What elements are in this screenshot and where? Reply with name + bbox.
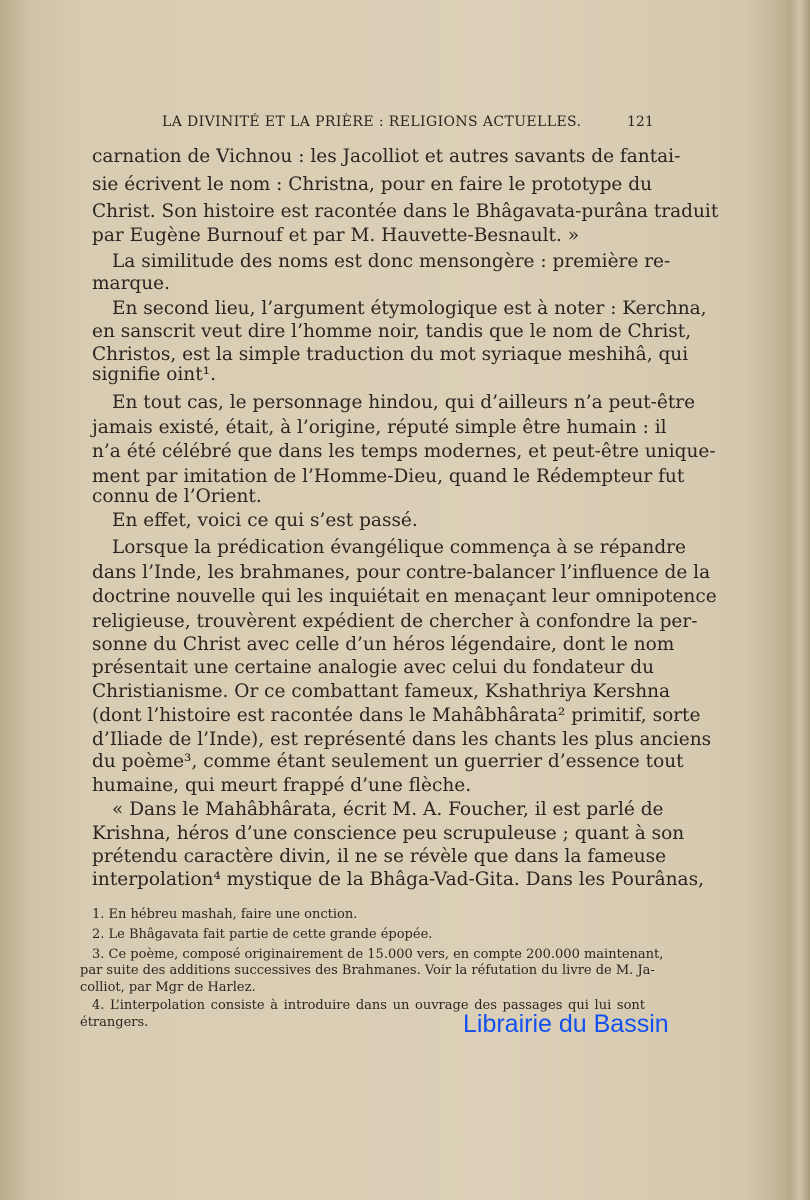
text-line: Krishna, héros d’une conscience peu scrupuleuse ; quant à son	[92, 823, 685, 844]
text-line: dans l’Inde, les brahmanes, pour contre-balancer l’influence de la	[92, 562, 711, 583]
text-line: ment par imitation de l’Homme-Dieu, quand le Rédempteur fut	[92, 466, 685, 487]
footnote-4: 4. L’interpolation consiste à introduire dans un ouvrage des passages qui lui sont	[92, 998, 645, 1013]
text-line: interpolation⁴ mystique de la Bhâga-Vad-Gita. Dans les Pourânas,	[92, 869, 704, 890]
text-line: par Eugène Burnouf et par M. Hauvette-Besnault. »	[92, 225, 580, 246]
text-line: marque.	[92, 273, 171, 294]
text-line: Christos, est la simple traduction du mot syriaque meshihâ, qui	[92, 344, 689, 365]
footnote-3-cont: colliot, par Mgr de Harlez.	[80, 980, 256, 995]
text-line: Lorsque la prédication évangélique commença à se répandre	[112, 537, 686, 558]
text-line: signifie oint¹.	[92, 364, 216, 385]
text-line: d’Iliade de l’Inde), est représenté dans les chants les plus anciens	[92, 729, 712, 750]
text-line: (dont l’histoire est racontée dans le Mahâbhârata² primitif, sorte	[92, 705, 701, 726]
footnote-1: 1. En hébreu mashah, faire une onction.	[92, 907, 358, 922]
running-title: LA DIVINITÉ ET LA PRIÈRE : RELIGIONS ACTUELLES.	[162, 114, 582, 130]
text-line: En tout cas, le personnage hindou, qui d’ailleurs n’a peut-être	[112, 392, 696, 413]
text-line: en sanscrit veut dire l’homme noir, tandis que le nom de Christ,	[92, 321, 692, 342]
watermark: Librairie du Bassin	[463, 1010, 669, 1038]
text-line: En effet, voici ce qui s’est passé.	[112, 510, 418, 531]
text-line: présentait une certaine analogie avec celui du fondateur du	[92, 657, 655, 678]
text-line: n’a été célébré que dans les temps modernes, et peut-être unique-	[92, 441, 716, 462]
text-line: du poème³, comme étant seulement un guerrier d’essence tout	[92, 751, 684, 772]
text-line: religieuse, trouvèrent expédient de chercher à confondre la per-	[92, 611, 698, 632]
text-line: En second lieu, l’argument étymologique est à noter : Kerchna,	[112, 298, 707, 319]
text-line: connu de l’Orient.	[92, 486, 262, 507]
footnote-4-cont: étrangers.	[80, 1015, 149, 1030]
text-line: « Dans le Mahâbhârata, écrit M. A. Foucher, il est parlé de	[112, 799, 664, 820]
text-line: Christ. Son histoire est racontée dans le Bhâgavata-purâna traduit	[92, 201, 719, 222]
text-line: sonne du Christ avec celle d’un héros légendaire, dont le nom	[92, 634, 675, 655]
text-line: jamais existé, était, à l’origine, réputé simple être humain : il	[92, 417, 667, 438]
footnote-3-cont: par suite des additions successives des Brahmanes. Voir la réfutation du livre de M. Ja-	[80, 963, 655, 978]
page-number: 121	[627, 114, 654, 130]
text-line: carnation de Vichnou : les Jacolliot et autres savants de fantai-	[92, 146, 681, 167]
text-line: prétendu caractère divin, il ne se révèle que dans la fameuse	[92, 846, 667, 867]
text-line: sie écrivent le nom : Christna, pour en faire le prototype du	[92, 174, 653, 195]
text-line: Christianisme. Or ce combattant fameux, Kshathriya Kershna	[92, 681, 671, 702]
text-line: humaine, qui meurt frappé d’une flèche.	[92, 775, 472, 796]
text-line: La similitude des noms est donc mensongère : première re-	[112, 251, 671, 272]
footnote-2: 2. Le Bhâgavata fait partie de cette grande épopée.	[92, 927, 433, 942]
footnote-3: 3. Ce poème, composé originairement de 15.000 vers, en compte 200.000 maintenant,	[92, 947, 664, 962]
text-line: doctrine nouvelle qui les inquiétait en menaçant leur omnipotence	[92, 586, 717, 607]
